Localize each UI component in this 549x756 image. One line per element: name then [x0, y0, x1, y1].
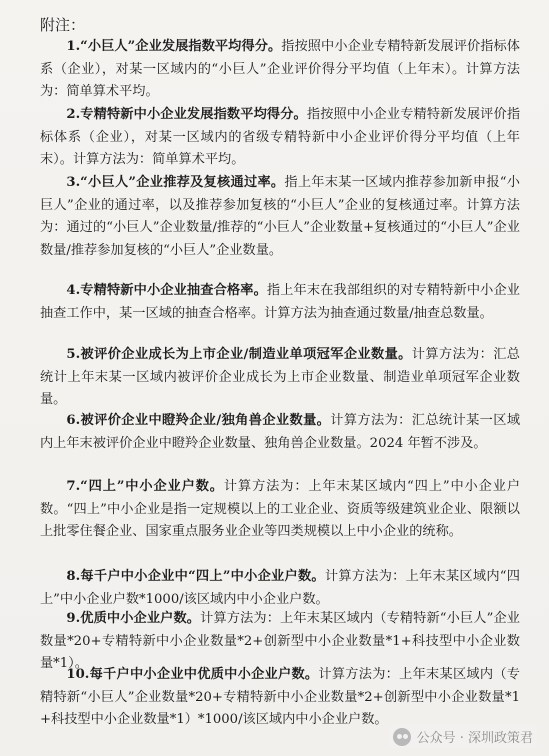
note-body: 计算方法为：上年末某区域内“四上”中小企业户数。“四上”中小企业是指一定规模以上的工业企业、资质等级建筑业企业、限额以上批零住餐企业、国家重点服务业企业等四类规模以上中小企业的统称。 — [40, 479, 521, 540]
note-title: 2.专精特新中小企业发展指数平均得分。 — [66, 107, 307, 122]
note-title: 7.“四上”中小企业户数。 — [66, 479, 224, 494]
note-item-7 — [40, 476, 520, 544]
note-title: 6.被评价企业中瞪羚企业/独角兽企业数量。 — [66, 413, 331, 428]
note-item-5 — [40, 344, 520, 412]
note-body: 计算方法为：上年末某区域内（专精特新“小巨人”企业数量*20+专精特新中小企业数量*2+创新型中小企业数量*1+科技型中小企业数量*1）*1000/该区域内中小企业户数。 — [40, 667, 520, 728]
note-body: 指按照中小企业专精特新发展评价指标体系（企业），对某一区域内的省级专精特新中小企业评价得分平均值（上年末）。计算方法为：简单算术平均。 — [40, 107, 521, 168]
notes-heading: 附注： — [40, 16, 86, 34]
note-body: 计算方法为：汇总统计某一区域内上年末被评价企业中瞪羚企业数量、独角兽企业数量。2024 年暂不涉及。 — [40, 413, 521, 451]
note-item-8 — [40, 566, 520, 611]
watermark-text: 公众号 · 深圳政策君 — [416, 731, 533, 746]
note-title: 3.“小巨人”企业推荐及复核通过率。 — [66, 175, 285, 190]
note-item-4 — [40, 280, 520, 325]
note-item-10 — [40, 664, 520, 732]
note-title: 9.优质中小企业户数。 — [66, 611, 201, 626]
note-title: 5.被评价企业成长为上市企业/制造业单项冠军企业数量。 — [66, 347, 412, 362]
note-body: 计算方法为：上年末某区域内“四上”中小企业户数*1000/该区域内中小企业户数。 — [40, 569, 520, 607]
note-body: 计算方法为：上年末某区域内（专精特新“小巨人”企业数量*20+专精特新中小企业数量*2+创新型中小企业数量*1+科技型中小企业数量*1）。 — [40, 611, 520, 672]
wechat-icon — [393, 728, 411, 746]
note-item-6 — [40, 410, 520, 455]
note-title: 10.每千户中小企业中优质中小企业户数。 — [66, 667, 319, 682]
watermark — [389, 725, 537, 748]
note-item-1 — [40, 36, 520, 104]
note-item-3 — [40, 172, 520, 262]
note-title: 8.每千户中小企业中“四上”中小企业户数。 — [66, 569, 325, 584]
note-body: 计算方法为：汇总统计上年末某一区域内被评价企业成长为上市企业数量、制造业单项冠军企业数量。 — [40, 347, 520, 408]
note-body: 指按照中小企业专精特新发展评价指标体系（企业），对某一区域内的“小巨人”企业评价得分平均值（上年末）。计算方法为：简单算术平均。 — [40, 39, 520, 100]
note-body: 指上年末某一区域内推荐参加新申报“小巨人”企业的通过率，以及推荐参加复核的“小巨人”企业的复核通过率。计算方法为：通过的“小巨人”企业数量/推荐的“小巨人”企业数量+复核通过的“小巨人”企业数量/推荐参加复核的“小巨人”企业数量。 — [40, 175, 520, 258]
note-item-2 — [40, 104, 520, 172]
note-title: 4.专精特新中小企业抽查合格率。 — [66, 283, 267, 298]
note-title: 1.“小巨人”企业发展指数平均得分。 — [66, 39, 282, 54]
note-body: 指上年末在我部组织的对专精特新中小企业抽查工作中，某一区域的抽查合格率。计算方法为抽查通过数量/抽查总数量。 — [40, 283, 520, 321]
